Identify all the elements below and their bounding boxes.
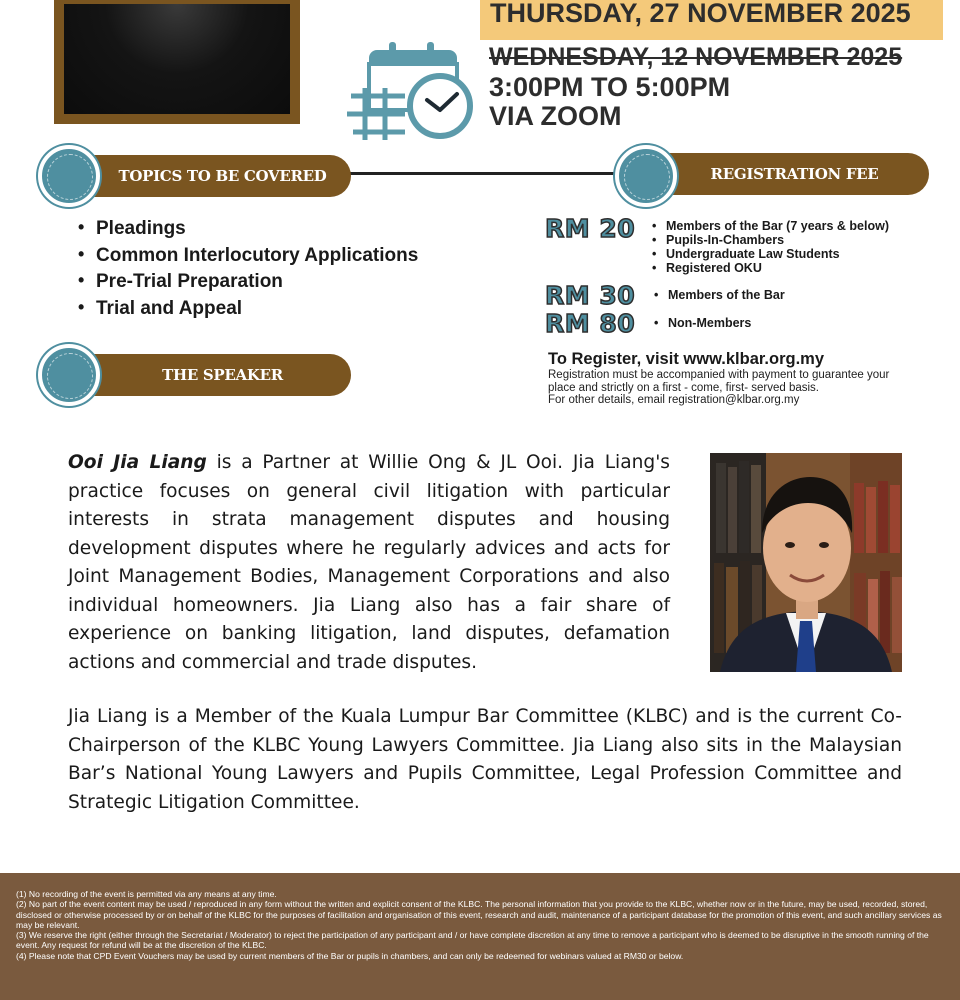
fee-eligibility-item: • Registered OKU bbox=[652, 261, 889, 275]
event-venue: VIA ZOOM bbox=[489, 101, 622, 131]
disclaimer-cpd-vouchers: (4) Please note that CPD Event Vouchers may be used by current members of the Bar or pupils in chambers, and can only be redeemed for webinars valued at RM30 or below. bbox=[16, 950, 684, 961]
fee-rm30-list bbox=[654, 288, 785, 302]
event-banner-photo bbox=[54, 0, 300, 124]
speaker-section-header bbox=[80, 354, 351, 396]
speaker-bio-paragraph-1 bbox=[68, 449, 670, 677]
fee-amount-rm20: RM 20 bbox=[545, 214, 636, 243]
registration-heading: To Register, visit www.klbar.org.my bbox=[548, 350, 824, 368]
disclaimer-recording: (1) No recording of the event is permitted via any means at any time. bbox=[16, 889, 277, 899]
topics-list bbox=[78, 218, 418, 324]
fee-amount-rm30: RM 30 bbox=[545, 281, 636, 310]
banner-image bbox=[64, 4, 290, 114]
topics-section-title: TOPICS TO BE COVERED bbox=[118, 167, 327, 185]
fee-rm80-list bbox=[654, 316, 751, 330]
speaker-section-title: THE SPEAKER bbox=[162, 366, 283, 384]
disclaimer-participation: (3) We reserve the right (either through the Secretariat / Moderator) to reject the participation of any participant and / or have complete discretion at any time to remove a participant who is deemed to be disruptive in the smooth running of the event. Any request for refund will be at the discretion of the KLBC. bbox=[16, 930, 929, 951]
fee-circle-decoration bbox=[615, 145, 677, 207]
fee-section-title: REGISTRATION FEE bbox=[710, 165, 879, 183]
speaker-photo bbox=[710, 453, 902, 672]
registration-note-email: For other details, email registration@klbar.org.my bbox=[548, 394, 800, 406]
topic-item: • Pleadings bbox=[78, 218, 418, 245]
fee-amount-rm80: RM 80 bbox=[545, 309, 636, 338]
fee-eligibility-item: • Members of the Bar bbox=[654, 288, 785, 302]
topic-item: • Common Interlocutory Applications bbox=[78, 245, 418, 272]
fee-rm20-list bbox=[652, 219, 889, 275]
registration-note-payment: Registration must be accompanied with payment to guarantee your place and strictly on a first - come, first- served basis. bbox=[548, 369, 890, 394]
disclaimer-content-usage: (2) No part of the event content may be used / reproduced in any form without the written and explicit consent of the KLBC. The personal information that you provide to the KLBC, whether now or in the future, may be used, recorded, stored, disclosed or otherwise processed by or on behalf of the KLBC for the purposes of facilitation and organisation of this event, research and audit, maintenance of a participant database for the promotion of this event, and such ancillary services as may be relevant. bbox=[16, 899, 942, 930]
fee-eligibility-item: • Members of the Bar (7 years & below) bbox=[652, 219, 889, 233]
calendar-clock-icon bbox=[345, 40, 475, 144]
fee-eligibility-item: • Non-Members bbox=[654, 316, 751, 330]
footer-disclaimer bbox=[0, 873, 960, 1000]
event-date-old: WEDNESDAY, 12 NOVEMBER 2025 bbox=[489, 43, 903, 71]
section-connector-line bbox=[350, 172, 618, 175]
event-date-new: THURSDAY, 27 NOVEMBER 2025 bbox=[480, 0, 943, 40]
registration-note bbox=[548, 369, 908, 407]
topic-item: • Pre-Trial Preparation bbox=[78, 271, 418, 298]
topic-item: • Trial and Appeal bbox=[78, 298, 418, 325]
event-time: 3:00PM TO 5:00PM bbox=[489, 72, 731, 102]
speaker-bio-paragraph-2: Jia Liang is a Member of the Kuala Lumpur Bar Committee (KLBC) and is the current Co-Chairperson of the KLBC Young Lawyers Committee. Jia Liang also sits in the Malaysian Bar’s National Young Lawyers and Pupils Committee, Legal Profession Committee and Strategic Litigation Committee. bbox=[68, 706, 902, 813]
speaker-circle-decoration bbox=[38, 344, 100, 406]
fee-eligibility-item: • Undergraduate Law Students bbox=[652, 247, 889, 261]
fee-section-header bbox=[650, 153, 929, 195]
speaker-bio-text: is a Partner at Willie Ong & JL Ooi. Jia Liang's practice focuses on general civil litigation with particular interests in strata management disputes and housing development disputes where he regularly advices and acts for Joint Management Bodies, Management Corporations and also individual homeowners. Jia Liang also has a fair share of experience on banking litigation, land disputes, defamation actions and commercial and trade disputes. bbox=[68, 452, 670, 673]
topics-circle-decoration bbox=[38, 145, 100, 207]
topics-section-header bbox=[80, 155, 351, 197]
speaker-name: Ooi Jia Liang bbox=[68, 452, 207, 473]
fee-eligibility-item: • Pupils-In-Chambers bbox=[652, 233, 889, 247]
speaker-portrait-image bbox=[710, 453, 902, 672]
